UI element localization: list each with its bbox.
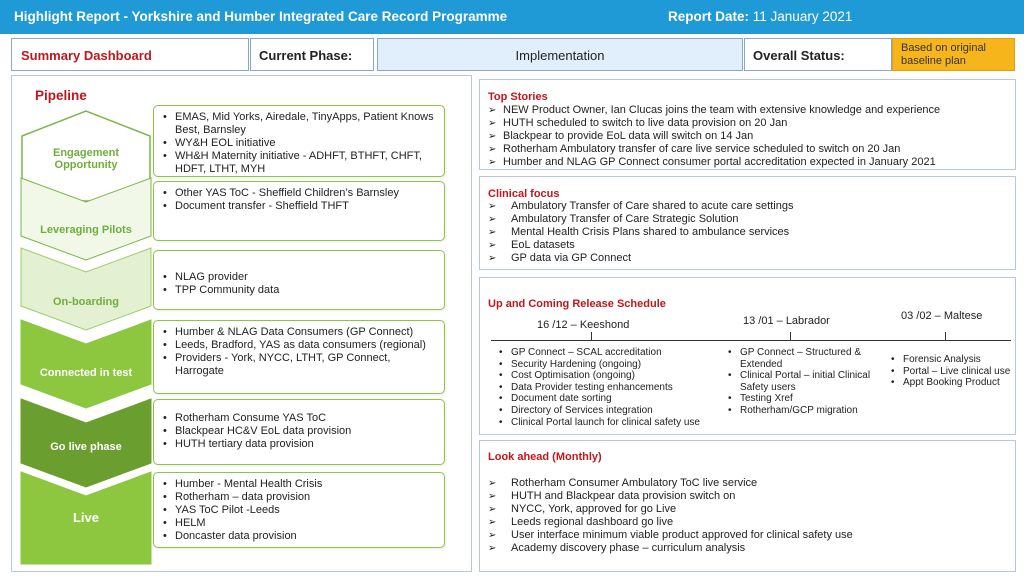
timeline-tick	[790, 332, 791, 340]
current-phase-value-box	[377, 38, 743, 71]
list-item: ➢ Ambulatory Transfer of Care Strategic Solution	[488, 213, 1013, 226]
stage-card	[153, 181, 445, 241]
current-phase-label: Current Phase:	[259, 48, 353, 63]
stage-label	[19, 147, 153, 171]
report-date	[668, 9, 852, 24]
summary-dashboard-box	[11, 38, 249, 71]
list-item: ➢ EoL datasets	[488, 239, 1013, 252]
list-item: • NLAG provider	[160, 271, 438, 284]
stage-label	[19, 296, 153, 308]
overall-status-label: Overall Status:	[753, 48, 845, 63]
list-item: ➢ Mental Health Crisis Plans shared to ambulance services	[488, 226, 1013, 239]
list-item: • GP Connect – SCAL accreditation	[497, 347, 725, 359]
look-ahead-list	[488, 477, 1013, 555]
stage-label	[19, 441, 153, 453]
report-header	[0, 0, 1024, 34]
stage-label	[19, 512, 153, 524]
top-stories-list	[488, 104, 1013, 169]
list-item: ➢ GP data via GP Connect	[488, 252, 1013, 265]
release-items-maltese	[889, 354, 1011, 389]
stage-label-line: On-boarding	[53, 296, 119, 308]
current-phase-value: Implementation	[515, 48, 605, 63]
status-badge: Based on original baseline plan	[892, 38, 1015, 71]
stage-label-line: Opportunity	[54, 159, 118, 171]
list-item: ➢ HUTH scheduled to switch to live data provision on 20 Jan	[488, 117, 1013, 130]
release-schedule-title: Up and Coming Release Schedule	[488, 298, 666, 310]
release-items-keeshond	[497, 347, 725, 428]
stage-card	[153, 399, 445, 465]
list-item: • Cost Optimisation (ongoing)	[497, 370, 725, 382]
stage-label	[19, 224, 153, 236]
clinical-focus-list	[488, 200, 1013, 265]
list-item: ➢ Rotherham Consumer Ambulatory ToC live service	[488, 477, 1013, 490]
timeline-line	[491, 340, 1011, 341]
list-item: • EMAS, Mid Yorks, Airedale, TinyApps, Patient Knows Best, Barnsley	[160, 111, 438, 137]
list-item: • Rotherham Consume YAS ToC	[160, 412, 438, 425]
list-item: ➢ HUTH and Blackpear data provision switch on	[488, 490, 1013, 503]
list-item: ➢ Ambulatory Transfer of Care shared to acute care settings	[488, 200, 1013, 213]
list-item: • Forensic Analysis	[889, 354, 1011, 366]
stage-label-line: Engagement	[52, 147, 119, 159]
timeline-tick	[945, 332, 946, 340]
pipeline-title: Pipeline	[35, 88, 87, 103]
list-item: • YAS ToC Pilot -Leeds	[160, 504, 438, 517]
top-stories-title: Top Stories	[488, 91, 548, 103]
list-item: • Humber & NLAG Data Consumers (GP Connect)	[160, 326, 438, 339]
list-item: • TPP Community data	[160, 284, 438, 297]
list-item: • WH&H Maternity initiative - ADHFT, BTHFT, CHFT, HDFT, LTHT, MYH	[160, 150, 438, 176]
list-item: • HUTH tertiary data provision	[160, 438, 438, 451]
current-phase-box	[250, 38, 374, 71]
list-item: • WY&H EOL initiative	[160, 137, 438, 150]
stage-card	[153, 320, 445, 394]
milestone-label: 16 /12 – Keeshond	[537, 319, 630, 331]
list-item: • Doncaster data provision	[160, 530, 438, 543]
list-item: • Other YAS ToC - Sheffield Children’s Barnsley	[160, 187, 438, 200]
list-item: ➢ NYCC, York, approved for go Live	[488, 503, 1013, 516]
list-item: ➢ NEW Product Owner, Ian Clucas joins the team with extensive knowledge and experience	[488, 104, 1013, 117]
stage-card	[153, 250, 445, 310]
list-item: • Document date sorting	[497, 393, 725, 405]
list-item: • Leeds, Bradford, YAS as data consumers (regional)	[160, 339, 438, 352]
list-item: • Testing Xref	[726, 393, 886, 405]
timeline-tick	[591, 332, 592, 340]
report-date-value: 11 January 2021	[752, 9, 853, 24]
report-date-label: Report Date:	[668, 9, 750, 24]
clinical-focus-title: Clinical focus	[488, 188, 560, 200]
list-item: ➢ Blackpear to provide EoL data will switch on 14 Jan	[488, 130, 1013, 143]
overall-status-box	[744, 38, 892, 71]
stage-label-line: Leveraging Pilots	[40, 224, 132, 236]
list-item: • Rotherham – data provision	[160, 491, 438, 504]
stage-card	[153, 472, 445, 548]
stage-card	[153, 105, 445, 177]
stage-label	[19, 367, 153, 379]
list-item: • Directory of Services integration	[497, 405, 725, 417]
stage-label-line: Live	[72, 510, 99, 525]
report-title: Highlight Report - Yorkshire and Humber Integrated Care Record Programme	[14, 9, 508, 24]
list-item: • Document transfer - Sheffield THFT	[160, 200, 438, 213]
list-item: • GP Connect – Structured & Extended	[726, 347, 886, 370]
summary-dashboard-label: Summary Dashboard	[21, 48, 152, 63]
list-item: • Security Hardening (ongoing)	[497, 359, 725, 371]
list-item: • HELM	[160, 517, 438, 530]
list-item: ➢ Humber and NLAG GP Connect consumer portal accreditation expected in January 2021	[488, 156, 1013, 169]
list-item: • Rotherham/GCP migration	[726, 405, 886, 417]
list-item: • Clinical Portal launch for clinical safety use	[497, 417, 725, 429]
list-item: ➢ Rotherham Ambulatory transfer of care live service scheduled to switch on 20 Jan	[488, 143, 1013, 156]
release-items-labrador	[726, 347, 886, 417]
list-item: ➢ Academy discovery phase – curriculum analysis	[488, 542, 1013, 555]
list-item: ➢ User interface minimum viable product approved for clinical safety use	[488, 529, 1013, 542]
list-item: • Clinical Portal – initial Clinical Safety users	[726, 370, 886, 393]
list-item: • Blackpear HC&V EoL data provision	[160, 425, 438, 438]
stage-live	[19, 470, 153, 566]
list-item: • Data Provider testing enhancements	[497, 382, 725, 394]
list-item: • Humber - Mental Health Crisis	[160, 478, 438, 491]
list-item: • Providers - York, NYCC, LTHT, GP Connect, Harrogate	[160, 352, 438, 378]
list-item: • Portal – Live clinical use	[889, 366, 1011, 378]
look-ahead-title: Look ahead (Monthly)	[488, 451, 602, 463]
stage-label-line: Go live phase	[50, 441, 122, 453]
stage-label-line: Connected in test	[39, 367, 133, 379]
milestone-label: 13 /01 – Labrador	[743, 315, 830, 327]
list-item: ➢ Leeds regional dashboard go live	[488, 516, 1013, 529]
milestone-label: 03 /02 – Maltese	[901, 310, 983, 322]
list-item: • Appt Booking Product	[889, 377, 1011, 389]
